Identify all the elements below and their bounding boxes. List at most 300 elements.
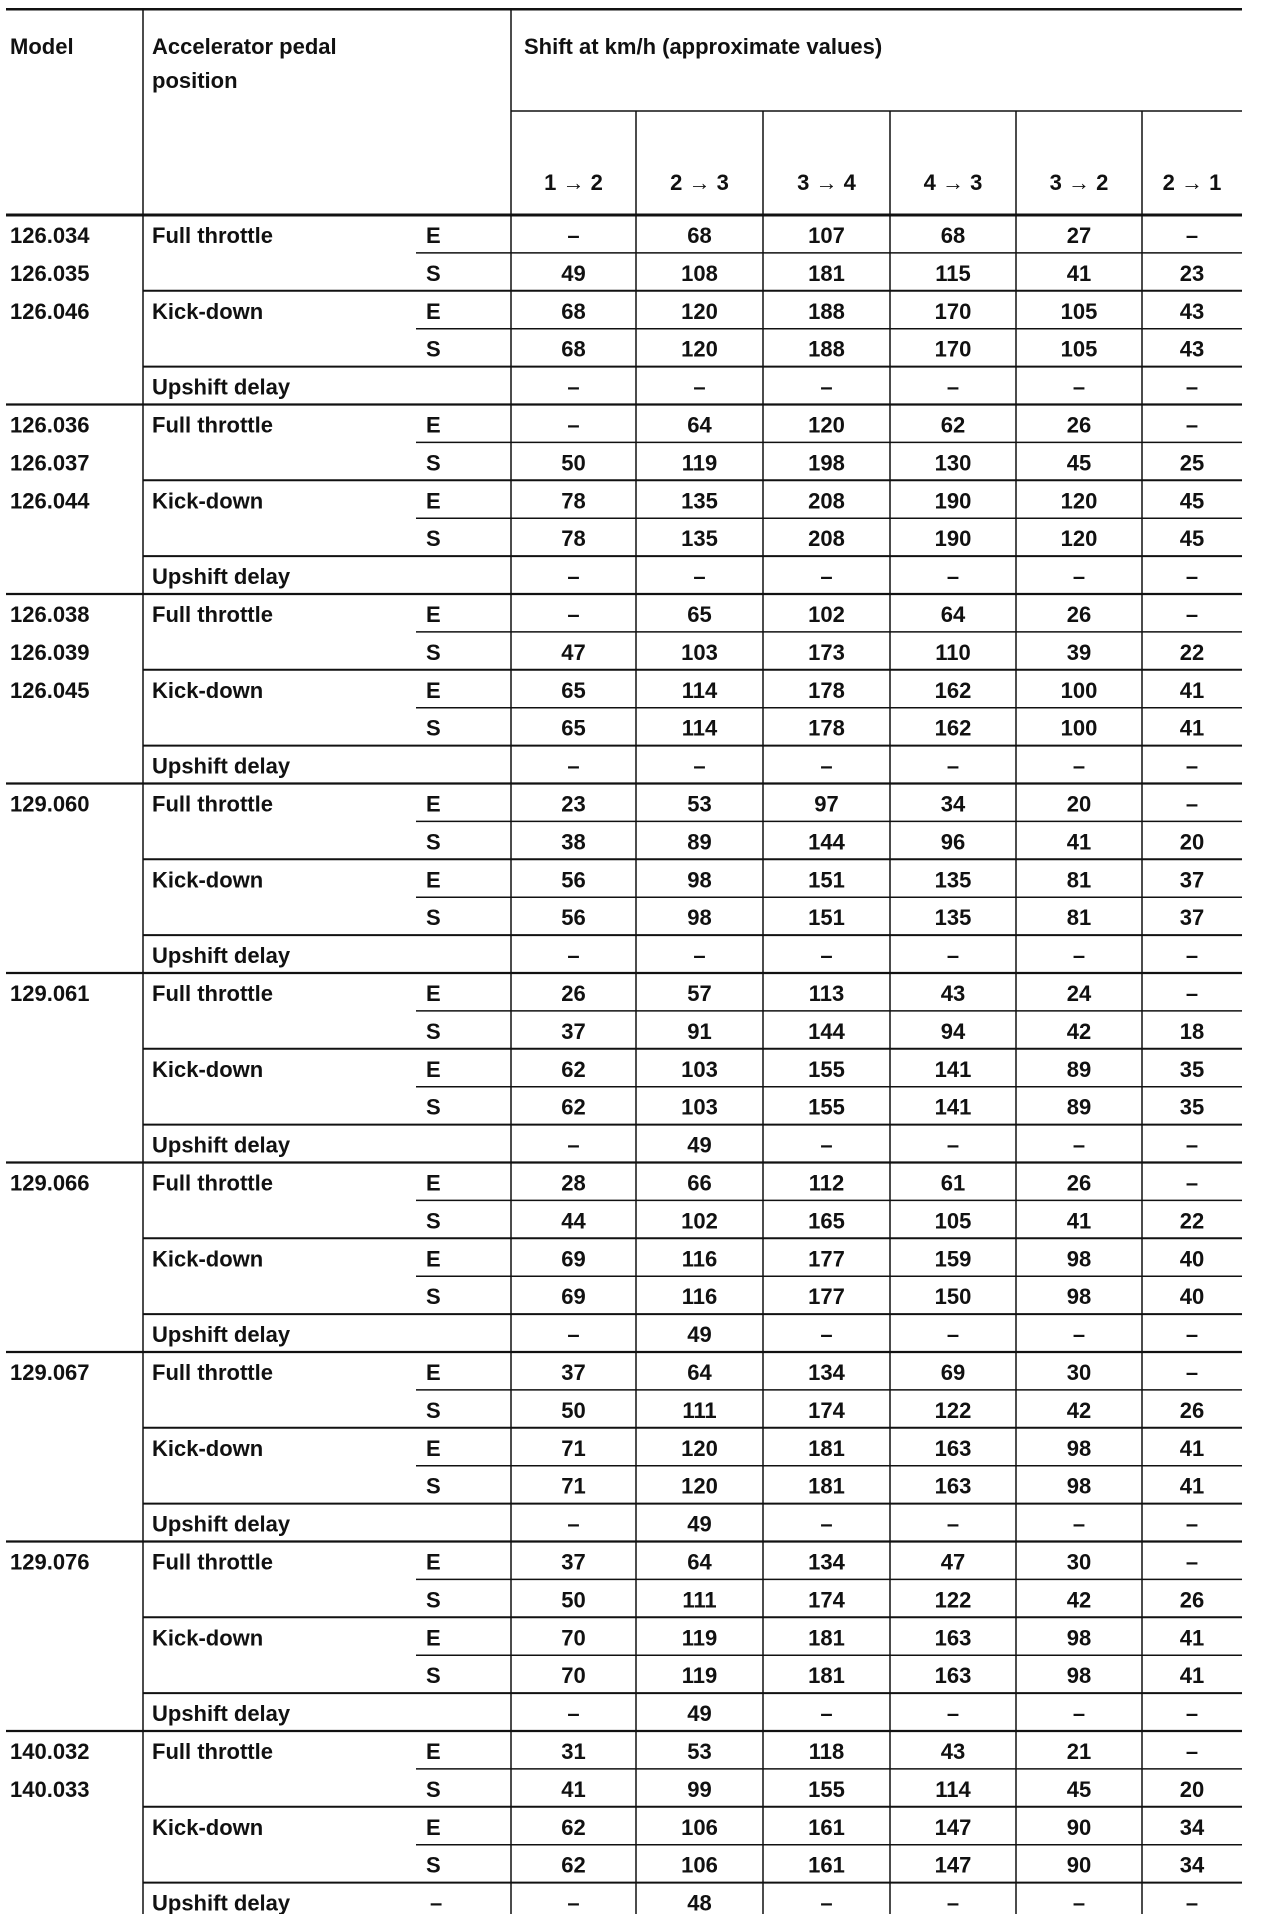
- shift-speed-value: 43: [940, 1739, 966, 1764]
- shift-speed-value: 98: [1066, 1625, 1092, 1651]
- shift-speed-value: 98: [1066, 1435, 1092, 1461]
- shift-speed-value: 150: [934, 1284, 972, 1310]
- shift-speed-value: 116: [681, 1284, 718, 1310]
- header-pedal-line1: Accelerator pedal: [152, 34, 337, 59]
- model-group: [10, 223, 1204, 400]
- shift-speed-value: 97: [814, 791, 839, 817]
- shift-speed-value: 64: [687, 412, 712, 438]
- shift-speed-value: –: [1072, 1511, 1086, 1537]
- pedal-position-label: Full throttle: [152, 1170, 273, 1196]
- shift-speed-value: 163: [934, 1663, 972, 1689]
- program-mode-label: S: [426, 1852, 441, 1878]
- shift-speed-value: 188: [808, 336, 845, 362]
- pedal-position-label: Upshift delay: [152, 753, 291, 779]
- header-shift-title: Shift at km/h (approximate values): [524, 34, 883, 59]
- table-body: [10, 223, 1205, 1914]
- shift-speed-value: 61: [940, 1170, 966, 1196]
- shift-speed-value: 102: [681, 1208, 718, 1234]
- shift-speed-value: 89: [687, 829, 712, 855]
- pedal-position-label: Kick-down: [152, 488, 264, 514]
- pedal-position-label: Kick-down: [152, 1246, 264, 1272]
- shift-speed-value: –: [1185, 564, 1199, 590]
- model-group: [10, 1360, 1204, 1537]
- shift-speed-value: 190: [934, 488, 972, 514]
- shift-speed-value: 28: [561, 1170, 586, 1196]
- program-mode-label: S: [426, 336, 441, 362]
- model-number: 126.044: [10, 488, 90, 514]
- shift-speed-value: 41: [1179, 1625, 1205, 1651]
- shift-speed-value: –: [1072, 374, 1086, 400]
- shift-speed-value: 64: [940, 602, 966, 627]
- shift-speed-value: 141: [934, 1056, 972, 1082]
- shift-speed-value: 102: [808, 602, 845, 627]
- shift-speed-value: –: [1185, 1170, 1199, 1196]
- shift-speed-value: 113: [808, 981, 845, 1006]
- shift-speed-value: 107: [808, 223, 845, 248]
- pedal-position-label: Upshift delay: [152, 1322, 291, 1348]
- shift-speed-value: 165: [808, 1208, 845, 1234]
- program-mode-label: S: [426, 639, 441, 665]
- shift-speed-value: 105: [1060, 336, 1098, 362]
- shift-speed-value: –: [567, 412, 580, 438]
- shift-speed-value: 155: [808, 1776, 845, 1802]
- shift-speed-value: 25: [1179, 450, 1205, 476]
- program-mode-label: S: [426, 1018, 441, 1044]
- shift-speed-value: 163: [934, 1473, 972, 1499]
- program-mode-label: E: [426, 602, 441, 627]
- shift-speed-value: 181: [808, 1435, 845, 1461]
- shift-col-header: 4 → 3: [923, 170, 983, 195]
- shift-speed-value: –: [1185, 602, 1199, 627]
- shift-speed-value: 141: [934, 1094, 972, 1120]
- shift-speed-value: –: [1185, 1360, 1199, 1385]
- shift-speed-value: 21: [1066, 1739, 1092, 1764]
- model-number: 126.036: [10, 412, 90, 438]
- shift-speed-value: –: [820, 753, 833, 779]
- shift-speed-value: 34: [1179, 1814, 1205, 1840]
- program-mode-label: E: [426, 867, 441, 893]
- shift-speed-value: 177: [808, 1284, 845, 1310]
- shift-speed-value: 155: [808, 1094, 845, 1120]
- program-mode-label: S: [426, 1663, 441, 1689]
- shift-speed-value: 78: [561, 488, 586, 514]
- pedal-position-label: Full throttle: [152, 791, 273, 817]
- shift-speed-value: –: [946, 1890, 960, 1914]
- shift-speed-value: –: [1072, 1701, 1086, 1727]
- shift-speed-value: 135: [934, 905, 972, 931]
- shift-speed-value: 23: [1179, 260, 1205, 286]
- shift-speed-value: 98: [687, 905, 712, 931]
- model-number: 126.037: [10, 450, 90, 476]
- shift-speed-value: 177: [808, 1246, 845, 1272]
- pedal-position-label: Kick-down: [152, 1056, 264, 1082]
- model-number: 129.076: [10, 1549, 90, 1575]
- shift-speed-value: –: [567, 753, 580, 779]
- shift-speed-value: –: [1185, 1890, 1199, 1914]
- model-number: 129.060: [10, 791, 90, 817]
- shift-speed-value: 81: [1066, 867, 1092, 893]
- shift-speed-value: 18: [1179, 1018, 1205, 1044]
- shift-speed-value: 68: [687, 223, 712, 248]
- shift-speed-value: –: [693, 753, 706, 779]
- shift-speed-value: 89: [1066, 1056, 1092, 1082]
- shift-speed-value: 37: [1179, 867, 1205, 893]
- shift-speed-value: –: [1072, 1890, 1086, 1914]
- shift-speed-value: 111: [682, 1587, 717, 1613]
- shift-speed-value: 30: [1066, 1360, 1092, 1385]
- shift-speed-value: 41: [1066, 829, 1092, 855]
- shift-speed-value: –: [820, 1322, 833, 1348]
- shift-speed-value: –: [946, 1132, 960, 1158]
- shift-speed-value: 90: [1066, 1814, 1092, 1840]
- pedal-position-label: Kick-down: [152, 1625, 264, 1651]
- pedal-position-label: Full throttle: [152, 981, 273, 1006]
- pedal-position-label: Upshift delay: [152, 1511, 291, 1537]
- shift-speed-value: –: [1185, 1701, 1199, 1727]
- shift-speed-value: –: [1072, 1132, 1086, 1158]
- shift-speed-value: 62: [561, 1094, 586, 1120]
- shift-speed-value: 99: [687, 1776, 712, 1802]
- shift-speed-value: 49: [687, 1132, 712, 1158]
- shift-speed-value: 134: [808, 1549, 845, 1575]
- shift-speed-value: 69: [561, 1246, 586, 1272]
- shift-speed-value: 111: [682, 1397, 717, 1423]
- shift-speed-value: –: [1185, 1511, 1199, 1537]
- shift-speed-value: 41: [1066, 1208, 1092, 1234]
- model-group: [10, 1739, 1205, 1914]
- program-mode-label: E: [426, 1814, 441, 1840]
- program-mode-label: S: [426, 526, 441, 552]
- program-mode-label: E: [426, 1435, 441, 1461]
- shift-speed-value: –: [1185, 374, 1199, 400]
- shift-speed-value: 34: [940, 791, 966, 817]
- program-mode-label: S: [426, 1587, 441, 1613]
- shift-speed-value: 105: [934, 1208, 972, 1234]
- shift-speed-value: 37: [561, 1549, 586, 1575]
- shift-speed-value: 155: [808, 1056, 845, 1082]
- shift-speed-value: 34: [1179, 1852, 1205, 1878]
- shift-speed-value: 38: [561, 829, 586, 855]
- shift-speed-value: 208: [808, 488, 845, 514]
- shift-speed-value: 208: [808, 526, 845, 552]
- pedal-position-label: Upshift delay: [152, 1890, 291, 1914]
- shift-speed-value: 173: [808, 639, 845, 665]
- shift-speed-value: 71: [561, 1435, 586, 1461]
- shift-speed-value: 120: [681, 1435, 718, 1461]
- program-mode-label: S: [426, 1397, 441, 1423]
- shift-speed-value: –: [567, 1890, 580, 1914]
- shift-speed-value: 41: [1179, 1663, 1205, 1689]
- shift-speed-value: 98: [1066, 1246, 1092, 1272]
- program-mode-label: S: [426, 1208, 441, 1234]
- shift-speed-value: 103: [681, 1094, 718, 1120]
- shift-speed-value: 70: [561, 1663, 586, 1689]
- shift-speed-value: 81: [1066, 905, 1092, 931]
- program-mode-label: E: [426, 1360, 441, 1385]
- model-number: 129.061: [10, 981, 90, 1006]
- shift-column-headers: [544, 170, 1221, 195]
- shift-speed-value: –: [820, 374, 833, 400]
- shift-speed-value: –: [1072, 943, 1086, 969]
- shift-speed-value: –: [1185, 1739, 1199, 1764]
- pedal-position-label: Upshift delay: [152, 1132, 291, 1158]
- shift-speed-value: 40: [1179, 1246, 1205, 1272]
- shift-speed-value: 178: [808, 677, 845, 703]
- shift-speed-value: 78: [561, 526, 586, 552]
- shift-speed-value: –: [820, 943, 833, 969]
- pedal-position-label: Full throttle: [152, 223, 273, 248]
- shift-speed-value: 198: [808, 450, 845, 476]
- shift-speed-value: 68: [561, 298, 586, 324]
- model-number: 126.039: [10, 639, 90, 665]
- shift-speed-value: –: [567, 1511, 580, 1537]
- program-mode-label: E: [426, 488, 441, 514]
- program-mode-label: S: [426, 1776, 441, 1802]
- model-group: [10, 792, 1204, 969]
- shift-speed-value: 151: [808, 867, 845, 893]
- model-number: 126.034: [10, 223, 90, 248]
- shift-speed-value: 62: [561, 1852, 586, 1878]
- pedal-position-label: Kick-down: [152, 867, 264, 893]
- shift-col-header: 2 → 3: [670, 170, 729, 195]
- shift-speed-value: 120: [1060, 488, 1098, 514]
- shift-speed-value: 89: [1066, 1094, 1092, 1120]
- shift-speed-value: 65: [561, 715, 586, 741]
- shift-speed-value: 45: [1179, 526, 1205, 552]
- shift-speed-value: 181: [808, 1473, 845, 1499]
- program-mode-label: E: [426, 223, 441, 248]
- program-mode-label: E: [426, 412, 441, 438]
- model-number: 126.035: [10, 260, 90, 286]
- shift-speed-value: 41: [561, 1776, 586, 1802]
- shift-speed-value: 26: [1179, 1587, 1205, 1613]
- shift-speed-value: 119: [681, 1625, 718, 1651]
- shift-speed-value: 47: [940, 1549, 966, 1575]
- model-number: 140.033: [10, 1776, 90, 1802]
- shift-speed-value: 65: [561, 677, 586, 703]
- program-mode-label: E: [426, 981, 441, 1006]
- shift-speed-value: 66: [687, 1170, 712, 1196]
- shift-speed-value: –: [567, 602, 580, 627]
- shift-speed-value: 43: [1179, 298, 1205, 324]
- shift-speed-value: 98: [1066, 1473, 1092, 1499]
- program-mode-label: S: [426, 715, 441, 741]
- pedal-position-label: Kick-down: [152, 1435, 264, 1461]
- shift-speed-value: 49: [561, 260, 586, 286]
- shift-speed-value: 114: [935, 1776, 971, 1802]
- shift-speed-value: –: [820, 564, 833, 590]
- model-group: [10, 602, 1204, 779]
- shift-speed-value: 96: [940, 829, 966, 855]
- model-number: 126.038: [10, 602, 90, 627]
- shift-speed-value: 119: [681, 1663, 718, 1689]
- shift-speed-value: 134: [808, 1360, 845, 1385]
- shift-speed-value: 161: [808, 1814, 845, 1840]
- shift-speed-value: 20: [1179, 1776, 1205, 1802]
- shift-speed-value: 37: [1179, 905, 1205, 931]
- pedal-position-label: Upshift delay: [152, 943, 291, 969]
- shift-speed-value: 62: [940, 412, 966, 438]
- shift-speed-value: –: [946, 943, 960, 969]
- shift-speed-value: 163: [934, 1625, 972, 1651]
- shift-speed-value: 159: [934, 1246, 972, 1272]
- shift-speed-value: 43: [940, 981, 966, 1006]
- shift-speed-value: 162: [934, 715, 972, 741]
- shift-speed-value: –: [946, 564, 960, 590]
- shift-speed-value: 120: [681, 336, 718, 362]
- shift-speed-value: 162: [934, 677, 972, 703]
- shift-speed-value: 188: [808, 298, 845, 324]
- shift-speed-value: 161: [808, 1852, 845, 1878]
- shift-speed-value: 53: [687, 791, 712, 817]
- shift-speed-value: 120: [681, 1473, 718, 1499]
- program-mode-label: E: [426, 1170, 441, 1196]
- shift-speed-value: 98: [687, 867, 712, 893]
- shift-speed-value: 135: [934, 867, 972, 893]
- shift-speed-value: 98: [1066, 1284, 1092, 1310]
- shift-speed-value: –: [946, 374, 960, 400]
- pedal-position-label: Full throttle: [152, 1549, 273, 1575]
- shift-speed-value: 120: [681, 298, 718, 324]
- model-number: 126.045: [10, 677, 90, 703]
- shift-speed-value: –: [1185, 753, 1199, 779]
- pedal-position-label: Kick-down: [152, 1814, 264, 1840]
- pedal-position-label: Kick-down: [152, 677, 264, 703]
- shift-speed-value: 35: [1179, 1056, 1205, 1082]
- shift-speed-value: 37: [561, 1018, 586, 1044]
- shift-speed-value: 151: [808, 905, 845, 931]
- shift-speed-value: 50: [561, 450, 586, 476]
- shift-col-header: 3 → 2: [1049, 170, 1109, 195]
- shift-speed-value: 181: [808, 1625, 845, 1651]
- shift-speed-value: –: [820, 1511, 833, 1537]
- shift-speed-value: 22: [1179, 1208, 1205, 1234]
- model-number: 126.046: [10, 298, 90, 324]
- program-mode-label: S: [426, 1284, 441, 1310]
- shift-speed-value: –: [1185, 791, 1199, 817]
- shift-speed-value: 112: [808, 1170, 845, 1196]
- shift-speed-value: 41: [1179, 1473, 1205, 1499]
- shift-speed-value: 181: [808, 260, 845, 286]
- program-mode-label: S: [426, 905, 441, 931]
- shift-speed-value: 35: [1179, 1094, 1205, 1120]
- program-mode-label: E: [426, 791, 441, 817]
- program-mode-label: E: [426, 1739, 441, 1764]
- shift-speed-value: 41: [1179, 1435, 1205, 1461]
- shift-speed-value: 62: [561, 1814, 586, 1840]
- pedal-position-label: Upshift delay: [152, 1701, 291, 1727]
- model-group: [10, 981, 1204, 1158]
- shift-speed-value: 48: [687, 1890, 712, 1914]
- program-mode-label: E: [426, 1625, 441, 1651]
- shift-speed-value: 26: [561, 981, 586, 1006]
- shift-speed-value: 181: [808, 1663, 845, 1689]
- model-number: 129.067: [10, 1360, 90, 1385]
- shift-speed-value: 45: [1179, 488, 1205, 514]
- shift-speed-value: –: [693, 943, 706, 969]
- shift-speed-value: 91: [687, 1018, 712, 1044]
- shift-speed-value: 118: [808, 1739, 845, 1764]
- shift-speed-value: 170: [934, 336, 972, 362]
- shift-col-header: 3 → 4: [797, 170, 856, 195]
- shift-speed-value: –: [946, 1701, 960, 1727]
- shift-speed-value: 26: [1066, 1170, 1092, 1196]
- shift-speed-value: 24: [1066, 981, 1092, 1006]
- shift-speed-value: 41: [1179, 677, 1205, 703]
- shift-speed-value: 57: [687, 981, 712, 1006]
- model-group: [10, 1171, 1204, 1348]
- shift-speed-value: –: [567, 1701, 580, 1727]
- shift-speed-value: 37: [561, 1360, 586, 1385]
- shift-speed-value: 56: [561, 867, 586, 893]
- shift-speed-value: 98: [1066, 1663, 1092, 1689]
- shift-speed-value: –: [567, 1132, 580, 1158]
- shift-speed-value: 31: [561, 1739, 586, 1764]
- shift-speed-value: 163: [934, 1435, 972, 1461]
- shift-speed-value: 90: [1066, 1852, 1092, 1878]
- shift-speed-value: 40: [1179, 1284, 1205, 1310]
- shift-speed-value: 27: [1066, 223, 1092, 248]
- pedal-position-label: Full throttle: [152, 602, 273, 627]
- shift-speed-value: 42: [1066, 1397, 1092, 1423]
- shift-speed-value: 39: [1066, 639, 1092, 665]
- shift-speed-value: –: [820, 1132, 833, 1158]
- shift-speed-value: –: [693, 374, 706, 400]
- shift-col-header: 1 → 2: [544, 170, 603, 195]
- shift-speed-value: 190: [934, 526, 972, 552]
- shift-speed-value: 20: [1179, 829, 1205, 855]
- shift-speed-value: –: [567, 374, 580, 400]
- model-group: [10, 413, 1204, 590]
- shift-speed-value: –: [1185, 223, 1199, 248]
- shift-points-table: [6, 8, 1242, 1914]
- shift-speed-value: –: [820, 1890, 833, 1914]
- shift-speed-value: 69: [561, 1284, 586, 1310]
- shift-speed-value: –: [1185, 943, 1199, 969]
- shift-speed-value: 174: [808, 1587, 845, 1613]
- shift-speed-value: –: [567, 564, 580, 590]
- shift-speed-value: 49: [687, 1322, 712, 1348]
- shift-speed-value: 105: [1060, 298, 1098, 324]
- shift-speed-value: 174: [808, 1397, 845, 1423]
- shift-speed-value: 68: [940, 223, 966, 248]
- shift-speed-value: 49: [687, 1511, 712, 1537]
- shift-speed-value: 45: [1066, 1776, 1092, 1802]
- shift-speed-value: 178: [808, 715, 845, 741]
- shift-speed-value: 42: [1066, 1587, 1092, 1613]
- shift-speed-value: 135: [681, 488, 718, 514]
- shift-speed-value: 53: [687, 1739, 712, 1764]
- shift-speed-value: 41: [1179, 715, 1205, 741]
- shift-speed-value: 43: [1179, 336, 1205, 362]
- shift-speed-value: 119: [681, 450, 718, 476]
- shift-speed-value: 103: [681, 1056, 718, 1082]
- shift-col-header: 2 → 1: [1162, 170, 1222, 195]
- shift-speed-value: –: [1072, 1322, 1086, 1348]
- shift-table-page: [6, 8, 1242, 1914]
- shift-speed-value: 114: [681, 677, 718, 703]
- shift-speed-value: 50: [561, 1397, 586, 1423]
- pedal-position-label: Full throttle: [152, 412, 273, 438]
- shift-speed-value: 103: [681, 639, 718, 665]
- shift-speed-value: 65: [687, 602, 712, 627]
- shift-speed-value: 144: [808, 829, 845, 855]
- shift-speed-value: 120: [808, 412, 845, 438]
- shift-speed-value: 23: [561, 791, 586, 817]
- shift-speed-value: 170: [934, 298, 972, 324]
- program-mode-label: S: [426, 1473, 441, 1499]
- program-mode-label: E: [426, 677, 441, 703]
